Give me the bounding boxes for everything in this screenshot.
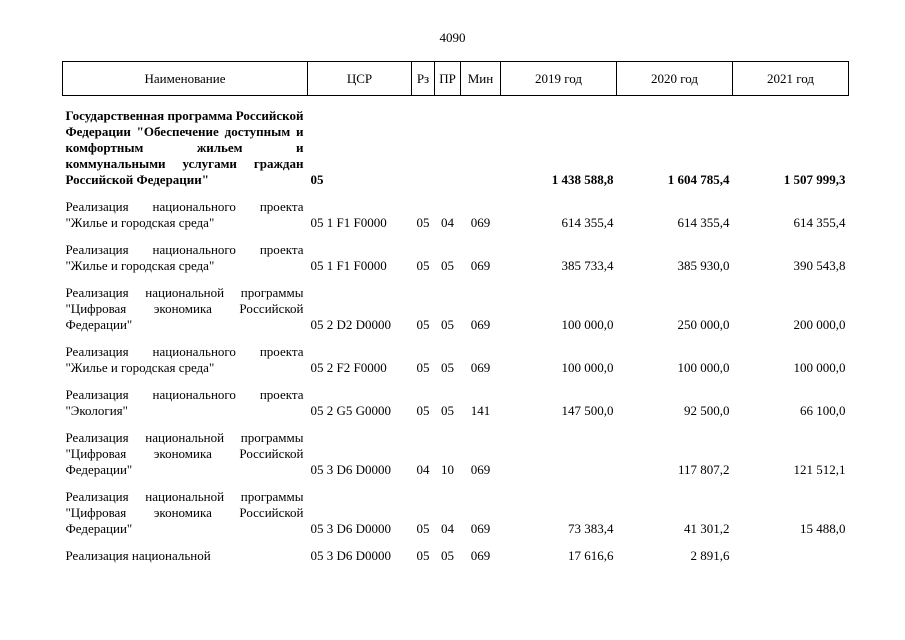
row-2020: 250 000,0	[677, 317, 730, 332]
row-2020: 117 807,2	[677, 462, 730, 477]
row-name: Государственная программа Российской Федерации "Обеспечение доступным и комфортным жильем и коммунальными услугами граждан Российской Федерации"	[65, 108, 304, 187]
row-csr: 05 3 D6 D0000	[310, 548, 392, 563]
row-2020: 100 000,0	[677, 360, 730, 375]
row-pr: 10	[441, 462, 454, 477]
table-header-row	[63, 62, 849, 96]
row-rz: 05	[416, 548, 430, 563]
row-min: 069	[470, 360, 491, 375]
header-2020: 2020 год	[617, 62, 733, 96]
row-min	[461, 108, 501, 199]
row-name: Реализация национальной	[65, 548, 211, 563]
row-rz: 05	[416, 403, 430, 418]
row-pr: 04	[441, 521, 454, 536]
row-name: Реализация национальной программы "Цифровая экономика Российской Федерации"	[65, 285, 304, 332]
row-2020: 2 891,6	[690, 548, 730, 563]
row-csr: 05 2 G5 G0000	[310, 403, 392, 418]
row-min: 069	[470, 462, 491, 477]
row-2019: 100 000,0	[561, 360, 614, 375]
header-pr: ПР	[435, 62, 461, 96]
row-min: 069	[470, 548, 491, 563]
header-rz: Рз	[412, 62, 435, 96]
row-name: Реализация национального проекта "Жилье и городская среда"	[65, 242, 304, 273]
row-rz: 05	[416, 521, 430, 536]
row-2019: 100 000,0	[561, 317, 614, 332]
row-name: Реализация национальной программы "Цифровая экономика Российской Федерации"	[65, 430, 304, 477]
table-row	[63, 199, 849, 242]
row-pr: 05	[441, 258, 454, 273]
row-csr: 05	[310, 172, 324, 187]
table-row-program-total	[63, 108, 849, 199]
row-pr: 05	[441, 403, 454, 418]
row-min: 069	[470, 215, 491, 230]
table-row	[63, 387, 849, 430]
row-2020: 1 604 785,4	[667, 172, 730, 187]
row-2019: 147 500,0	[561, 403, 614, 418]
row-rz: 05	[416, 215, 430, 230]
row-2019: 73 383,4	[568, 521, 614, 536]
row-name: Реализация национального проекта "Жилье и городская среда"	[65, 199, 304, 230]
row-2021: 614 355,4	[793, 215, 846, 230]
page-number: 4090	[439, 30, 466, 45]
row-2021: 1 507 999,3	[783, 172, 846, 187]
row-name: Реализация национального проекта "Жилье и городская среда"	[65, 344, 304, 375]
row-2019: 385 733,4	[561, 258, 614, 273]
row-2020: 385 930,0	[677, 258, 730, 273]
row-pr: 04	[441, 215, 454, 230]
row-2021: 121 512,1	[793, 462, 846, 477]
row-name: Реализация национальной программы "Цифровая экономика Российской Федерации"	[65, 489, 304, 536]
row-csr: 05 2 F2 F0000	[310, 360, 387, 375]
table-row	[63, 548, 849, 564]
row-csr: 05 2 D2 D0000	[310, 317, 392, 332]
row-rz: 05	[416, 360, 430, 375]
row-2019: 614 355,4	[561, 215, 614, 230]
table-row	[63, 242, 849, 285]
row-csr: 05 1 F1 F0000	[310, 258, 387, 273]
header-csr: ЦСР	[308, 62, 412, 96]
row-rz	[412, 108, 435, 199]
row-2021: 15 488,0	[800, 521, 846, 536]
row-2021: 100 000,0	[793, 360, 846, 375]
header-2021: 2021 год	[733, 62, 849, 96]
row-2021: 66 100,0	[800, 403, 846, 418]
table-row	[63, 344, 849, 387]
row-2020: 92 500,0	[684, 403, 730, 418]
row-min: 141	[470, 403, 491, 418]
row-rz: 04	[416, 462, 430, 477]
row-rz: 05	[416, 258, 430, 273]
table-row	[63, 430, 849, 489]
row-2019	[501, 430, 617, 489]
row-2019: 1 438 588,8	[551, 172, 614, 187]
budget-table	[62, 61, 849, 564]
row-min: 069	[470, 521, 491, 536]
row-csr: 05 3 D6 D0000	[310, 521, 392, 536]
row-2020: 614 355,4	[677, 215, 730, 230]
row-rz: 05	[416, 317, 430, 332]
row-2021: 200 000,0	[793, 317, 846, 332]
row-name: Реализация национального проекта "Экология"	[65, 387, 304, 418]
header-min: Мин	[461, 62, 501, 96]
row-min: 069	[470, 317, 491, 332]
header-name: Наименование	[63, 62, 308, 96]
row-pr	[435, 108, 461, 199]
row-csr: 05 3 D6 D0000	[310, 462, 392, 477]
row-2021	[733, 548, 849, 564]
row-2021: 390 543,8	[793, 258, 846, 273]
header-2019: 2019 год	[501, 62, 617, 96]
row-2019: 17 616,6	[568, 548, 614, 563]
row-2020: 41 301,2	[684, 521, 730, 536]
row-csr: 05 1 F1 F0000	[310, 215, 387, 230]
table-row	[63, 285, 849, 344]
row-pr: 05	[441, 360, 454, 375]
table-row	[63, 489, 849, 548]
row-min: 069	[470, 258, 491, 273]
row-pr: 05	[441, 548, 454, 563]
row-pr: 05	[441, 317, 454, 332]
